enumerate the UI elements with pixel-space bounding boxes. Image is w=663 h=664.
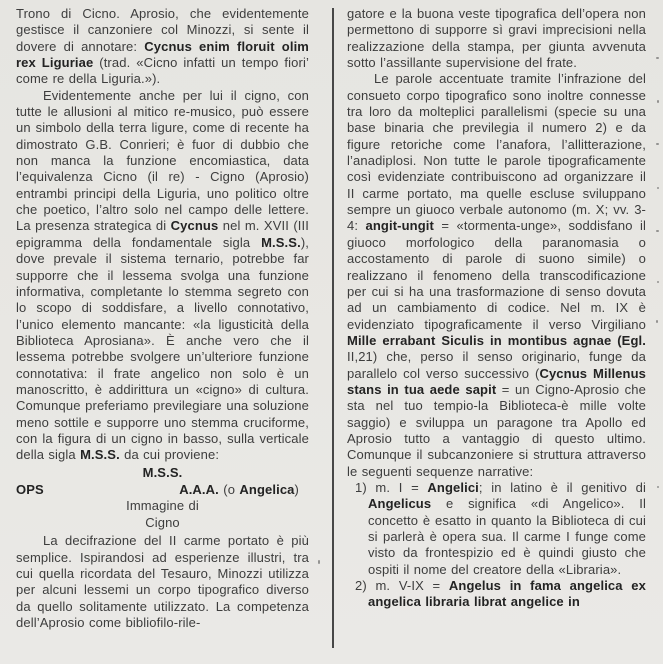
list-item-number: 1)	[355, 479, 376, 495]
scan-speck	[656, 143, 659, 145]
text-run: ), dove prevale il sistema ternario, potrebbe far supporre che il lessema svolga una funzione informativa, completante lo stemma segreto con lo scopo di soddisfare, a livello connotativo, l’unico elemento mancante: «la ligusticità della Biblioteca Aprosiana». È anche vero che il lessema potrebbe svolgere un’ulteriore funzione connotativa: il frate angelico non solo è un manoscritto, è addirittura un «cigno» di cultura. Comunque preferiamo previlegiare una soluzione meno sottile e supporre uno stemma cruciforme, con la figura di un cigno in basso, sulla verticale della sigla	[16, 234, 309, 463]
paragraph	[16, 533, 309, 631]
text-run: = un Cigno-Aprosio che sta nel tuo tempio-la Biblioteca-è mille volte saggio) e sviluppa un paragone tra Apollo ed Aprosio tutto a vantaggio di questo ultimo. Comunque il subcanzoniere si struttura attraverso le seguenti sequenze narrative:	[347, 381, 646, 479]
scan-speck	[657, 486, 659, 488]
paragraph	[347, 6, 646, 71]
text-run: Trono di Cicno. Aprosio, che evidentemente gestisce il canzoniere col Minozzi, si sente il dovere di annotare:	[16, 6, 309, 54]
scan-speck	[656, 320, 658, 323]
text-run: Le parole accentuate tramite l’infrazione del consueto corpo tipografico sono inoltre connesse tra loro da molteplici parallelismi (specie su una base binaria che previlegia il numero 2) e da figure retoriche come l’anafora, l’allitterazione, l’anadiplosi. Non tutte le parole tipograficamente così evidenziate contribuiscono ad organizzare il II carme portato, ma quelle escluse sviluppano sempre un giuoco verbale autonomo (m. X; vv. 3-4:	[347, 71, 646, 234]
stemma-right-label	[179, 482, 299, 499]
stemma-row	[16, 515, 309, 532]
scan-speck	[657, 187, 659, 189]
scan-speck	[656, 230, 659, 232]
emphasized-text-run: Cycnus	[170, 218, 219, 234]
stemma-cruciforme-diagram	[16, 465, 309, 533]
text-run: Evidentemente anche per lui il cigno, con tutte le allusioni al mitico re-musico, può essere un simbolo della terra ligure, come di recente ha dimostrato G.B. Conrieri; è fuor di dubbio che non manca la funzione encomiastica, data l’equivalenza Cicno (il re) - Cigno (Aprosio) entrambi principi della Liguria, uno politico oltre che poetico, l’altro solo nel campo delle lettere. La presenza strategica di	[16, 87, 309, 234]
emphasized-text-run: angit-ungit	[365, 218, 434, 234]
list-item-number: 2)	[355, 578, 376, 594]
right-column	[347, 6, 646, 611]
text-run: gatore e la buona veste tipografica dell’opera non permettono di supporre sì gravi imprecisioni nella realizzazione della stampa, per giunta avvenuta sotto l’assillante supervisione del frate.	[347, 6, 646, 71]
emphasized-text-run: M.S.S.	[261, 234, 301, 250]
text-run: Cigno	[145, 515, 180, 531]
text-run: La decifrazione del II carme portato è più semplice. Ispirandosi ad esperienze illustri, tra cui quella ricordata del Tesauro, Minozzi utilizza per alcuni lessemi un corpo tipografico diverso da quello solitamente utilizzato. La competenza dell’Aprosio come bibliofilo-rile-	[16, 533, 309, 630]
stemma-row	[16, 498, 309, 515]
stemma-left-label	[16, 482, 44, 499]
emphasized-text-run: A.A.A.	[179, 481, 219, 497]
text-run: da cui proviene:	[119, 447, 220, 463]
text-run: e significa «di Angelico». Il concetto è esatto in quanto la Biblioteca di cui si parlerà è opera sua. Il carme I funge come visto da frontespizio ed è quindi giusto che ospiti il nome del creatore della «Libraria».	[368, 496, 646, 577]
emphasized-text-run: OPS	[16, 481, 44, 497]
scan-speck	[656, 57, 659, 59]
paragraph	[16, 88, 309, 464]
emphasized-text-run: Cycnus enim floruit olim rex Liguriae	[16, 38, 309, 71]
column-divider-rule	[332, 8, 334, 648]
numbered-list-item	[347, 480, 646, 578]
text-run: )	[294, 481, 299, 497]
text-run: II,21) che, perso il senso originario, funge da parallelo col verso successivo (	[347, 349, 646, 381]
emphasized-text-run: Cycnus Millenus stans in tua aede sapit	[347, 365, 646, 397]
text-run: = «tormenta-unge», soddisfano il giuoco morfologico della paranomasia o accostamento di parole di suono simile) o realizzano il fenomeno della transcodificazione per cui si ha una trasformazione di senso dovuta ad un cambiamento di codice. Nel m. IX è evidenziato tipograficamente il verso Virgiliano	[347, 218, 646, 332]
paragraph	[347, 71, 646, 480]
stemma-row	[16, 482, 309, 499]
text-run: (o	[218, 481, 240, 497]
emphasized-text-run: Angelus in fama angelica ex angelica libraria librat angelice in	[368, 578, 646, 610]
numbered-list-item	[347, 578, 646, 611]
emphasized-text-run: Angelica	[239, 481, 295, 497]
emphasized-text-run: Angelici	[427, 479, 479, 495]
text-run: m. I =	[375, 479, 428, 495]
text-run: nel m. XVII (III epigramma della fondamentale sigla	[16, 218, 310, 250]
scan-speck	[657, 100, 659, 103]
text-run: m. V-IX =	[375, 578, 449, 594]
text-run: Immagine di	[126, 498, 199, 514]
text-run: (trad. «Cicno infatti un tempo fiori’ come re della Liguria.»).	[16, 55, 309, 87]
scan-speck	[657, 281, 659, 283]
scan-speck	[318, 560, 320, 564]
emphasized-text-run: M.S.S.	[80, 447, 120, 463]
emphasized-text-run: Angelicus	[368, 496, 432, 512]
left-column	[16, 6, 309, 631]
emphasized-text-run: M.S.S.	[142, 464, 183, 480]
text-run: ; in latino è il genitivo di	[478, 479, 646, 495]
emphasized-text-run: Mille errabant Siculis in montibus agnae (Egl.	[347, 332, 646, 348]
paragraph	[16, 6, 309, 88]
stemma-row	[16, 465, 309, 482]
